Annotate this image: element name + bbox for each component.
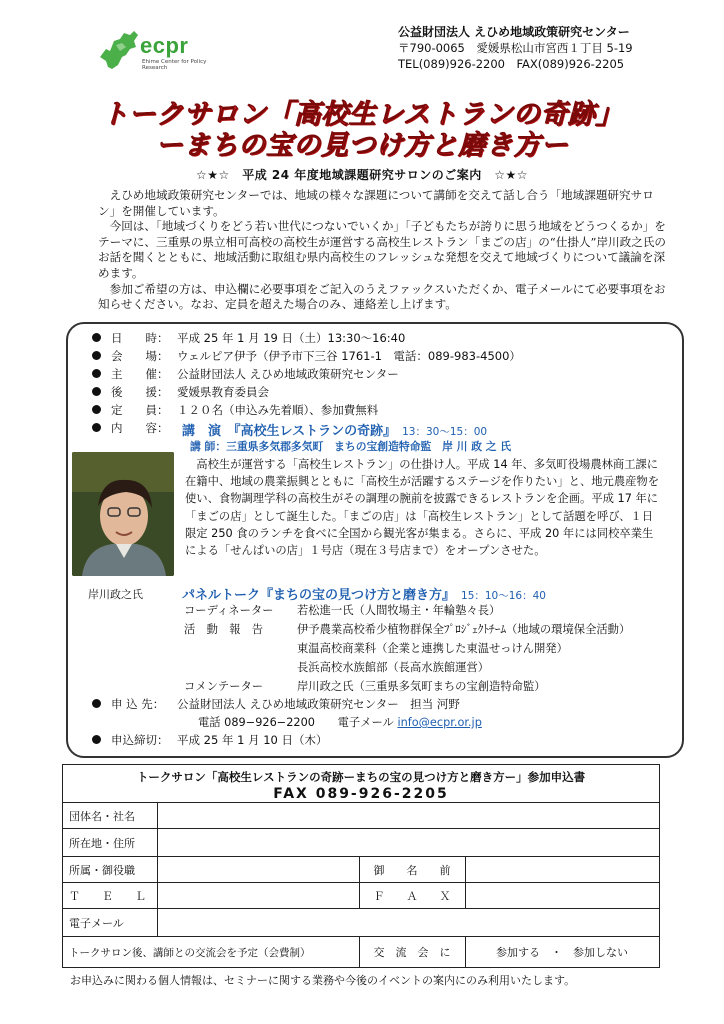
report-item: 長浜高校水族館部（長高水族館運営） [297,661,490,674]
form-row-tel [63,883,659,909]
location-label: 所在地・住所 [69,836,135,850]
logo-subtext: Ehime Center for Policy Research [142,59,207,71]
main-title-line1: トークサロン「高校生レストランの奇跡」 [101,99,623,130]
bullet-icon [92,351,101,360]
detail-support: 後 援： 愛媛県教育委員会 [92,384,269,401]
name-label: 御 名 前 [373,863,451,877]
bullet-icon [92,369,101,378]
form-fax-number: FAX 089-926-2205 [273,786,449,802]
coordinator-label: コーディネーター [184,604,274,617]
name-input[interactable] [466,857,658,882]
subtitle: ☆★☆ 平成 24 年度地域課題研究サロンのご案内 ☆★☆ [195,168,529,182]
fax-input[interactable] [466,883,658,908]
privacy-footnote: お申込みに関わる個人情報は、セミナーに関する業務や今後のイベントの案内にのみ利用いたします。 [70,974,576,987]
detail-date: 日 時： 平成 25 年 1 月 19 日（土）13:30〜16:40 [92,330,405,347]
form-row-exchange [63,937,659,967]
exchange-meeting-label: 交 流 会 に [373,946,451,959]
form-header [63,765,659,803]
panel-time: 15：10〜16：40 [461,590,546,602]
form-row-email [63,909,659,937]
intro-paragraph: 参加ご希望の方は、申込欄に必要事項をご記入のうえファックスいただくか、電子メールにて必要事項をお知らせください。なお、定員を超えた場合のみ、連絡差し上げます。 [98,281,666,312]
position-label: 所属・御役職 [69,863,135,877]
commentator-value: 岸川政之氏（三重県多気町まちの宝創造特命監） [297,680,546,693]
apply-contact: 電話 089−926−2200 電子メール info@ecpr.or.jp [198,716,482,729]
bullet-icon [92,699,101,708]
lecture-time: 13：30〜15：00 [402,426,488,438]
form-title: トークサロン「高校生レストランの奇跡ーまちの宝の見つけ方と磨き方ー」参加申込書 [136,770,586,784]
bullet-icon [92,387,101,396]
org-contact: TEL(089)926-2200 FAX(089)926-2205 [398,57,625,71]
organization-info [398,24,633,72]
email-input[interactable] [158,909,658,936]
tel-label: Ｔ Ｅ Ｌ [69,889,146,903]
intro-text [98,188,666,313]
lecture-description: 高校生が運営する「高校生レストラン」の仕掛け人。平成 14 年、多気町役場農林商工課に在籍中、地域の農業振興とともに「高校生が活躍するステージを作りたい」と、地元農産物を使い、食物調理学科の高校生がその調理の腕前を披露できるレストランを企画。平成 17 年に「まごの店」として誕生した。「まごの店」は「高校生レストラン」として話題を呼び、１日限定 250 食のランチを食べに全国から観光客が集まる。さらに、平成 20 年には同校卒業生による「せんぱいの店」１号店（現在３号店まで）をオープンさせた。 [185,458,660,558]
ecpr-logo [96,27,206,77]
apply-to: 申 込 先： 公益財団法人 えひめ地域政策研究センター 担当 河野 [92,696,460,713]
apply-deadline: 申込締切： 平成 25 年 1 月 10 日（木） [92,732,328,749]
form-row-location [63,829,659,857]
bullet-icon [92,423,101,432]
speaker-photo [72,452,174,576]
email-label: 電子メール [69,916,124,930]
detail-venue: 会 場： ウェルピア伊予（伊予市下三谷 1761-1 電話：089-983-4500） [92,348,521,365]
bullet-icon [92,405,101,414]
reports-label: 活 動 報 告 [184,623,264,636]
report-item: 東温高校商業科（企業と連携した東温せっけん開発） [297,642,568,655]
detail-content: 内 容： [92,420,177,437]
email-link[interactable]: info@ecpr.or.jp [397,716,482,729]
form-row-position [63,857,659,883]
bullet-icon [92,333,101,342]
photo-caption: 岸川政之氏 [88,588,143,601]
tel-input[interactable] [158,883,358,908]
fax-label: Ｆ Ａ Ｘ [373,889,451,903]
detail-capacity: 定 員： １２０名（申込み先着順）、参加費無料 [92,402,378,419]
form-row-org [63,803,659,829]
intro-paragraph: 今回は、「地域づくりをどう若い世代につないでいくか」「子どもたちが誇りに思う地域をどうつくるか」をテーマに、三重県の県立相可高校の高校生が運営する高校生レストラン「まごの店」の“仕掛人”岸川政之氏のお話を聞くとともに、地域活動に取組む県内高校生のフレッシュな発想を交えて地域づくりについて議論を深めます。 [98,219,667,280]
panel-title: パネルトーク『まちの宝の見つけ方と磨き方』 15：10〜16：40 [182,588,546,603]
org-address: 〒790-0065 愛媛県松山市宮西１丁目 5-19 [398,41,633,55]
position-input[interactable] [158,857,358,882]
lecture-title: 講 演 『高校生レストランの奇跡』 13：30〜15：00 [182,424,488,439]
org-name: 公益財団法人 えひめ地域政策研究センター [398,25,630,39]
ehime-map-icon [96,27,142,75]
detail-host: 主 催： 公益財団法人 えひめ地域政策研究センター [92,366,399,383]
exchange-label: トークサロン後、講師との交流会を予定（会費制） [69,946,311,959]
exchange-options[interactable]: 参加する ・ 参加しない [496,946,628,959]
location-input[interactable] [158,829,658,856]
org-label: 団体名・社名 [69,809,135,823]
intro-paragraph: えひめ地域政策研究センターでは、地域の様々な課題について講師を交えて話し合う「地域課題研究サロン」を開催しています。 [98,188,654,218]
main-title-line2: ーまちの宝の見つけ方と磨き方ー [155,130,569,161]
coordinator-value: 若松進一氏（人間牧場主・年輪塾々長） [297,604,501,617]
org-input[interactable] [158,803,658,828]
bullet-icon [92,735,101,744]
logo-wordmark: ecpr [140,33,189,58]
report-item: 伊予農業高校希少植物群保全ﾌﾟﾛｼﾞｪｸﾄﾁｰﾑ（地域の環境保全活動） [297,623,631,636]
commentator-label: コメンテーター [184,680,264,693]
application-form [62,764,660,968]
lecture-speaker: 講 師：三重県多気郡多気町 まちの宝創造特命監 岸 川 政 之 氏 [190,440,512,453]
